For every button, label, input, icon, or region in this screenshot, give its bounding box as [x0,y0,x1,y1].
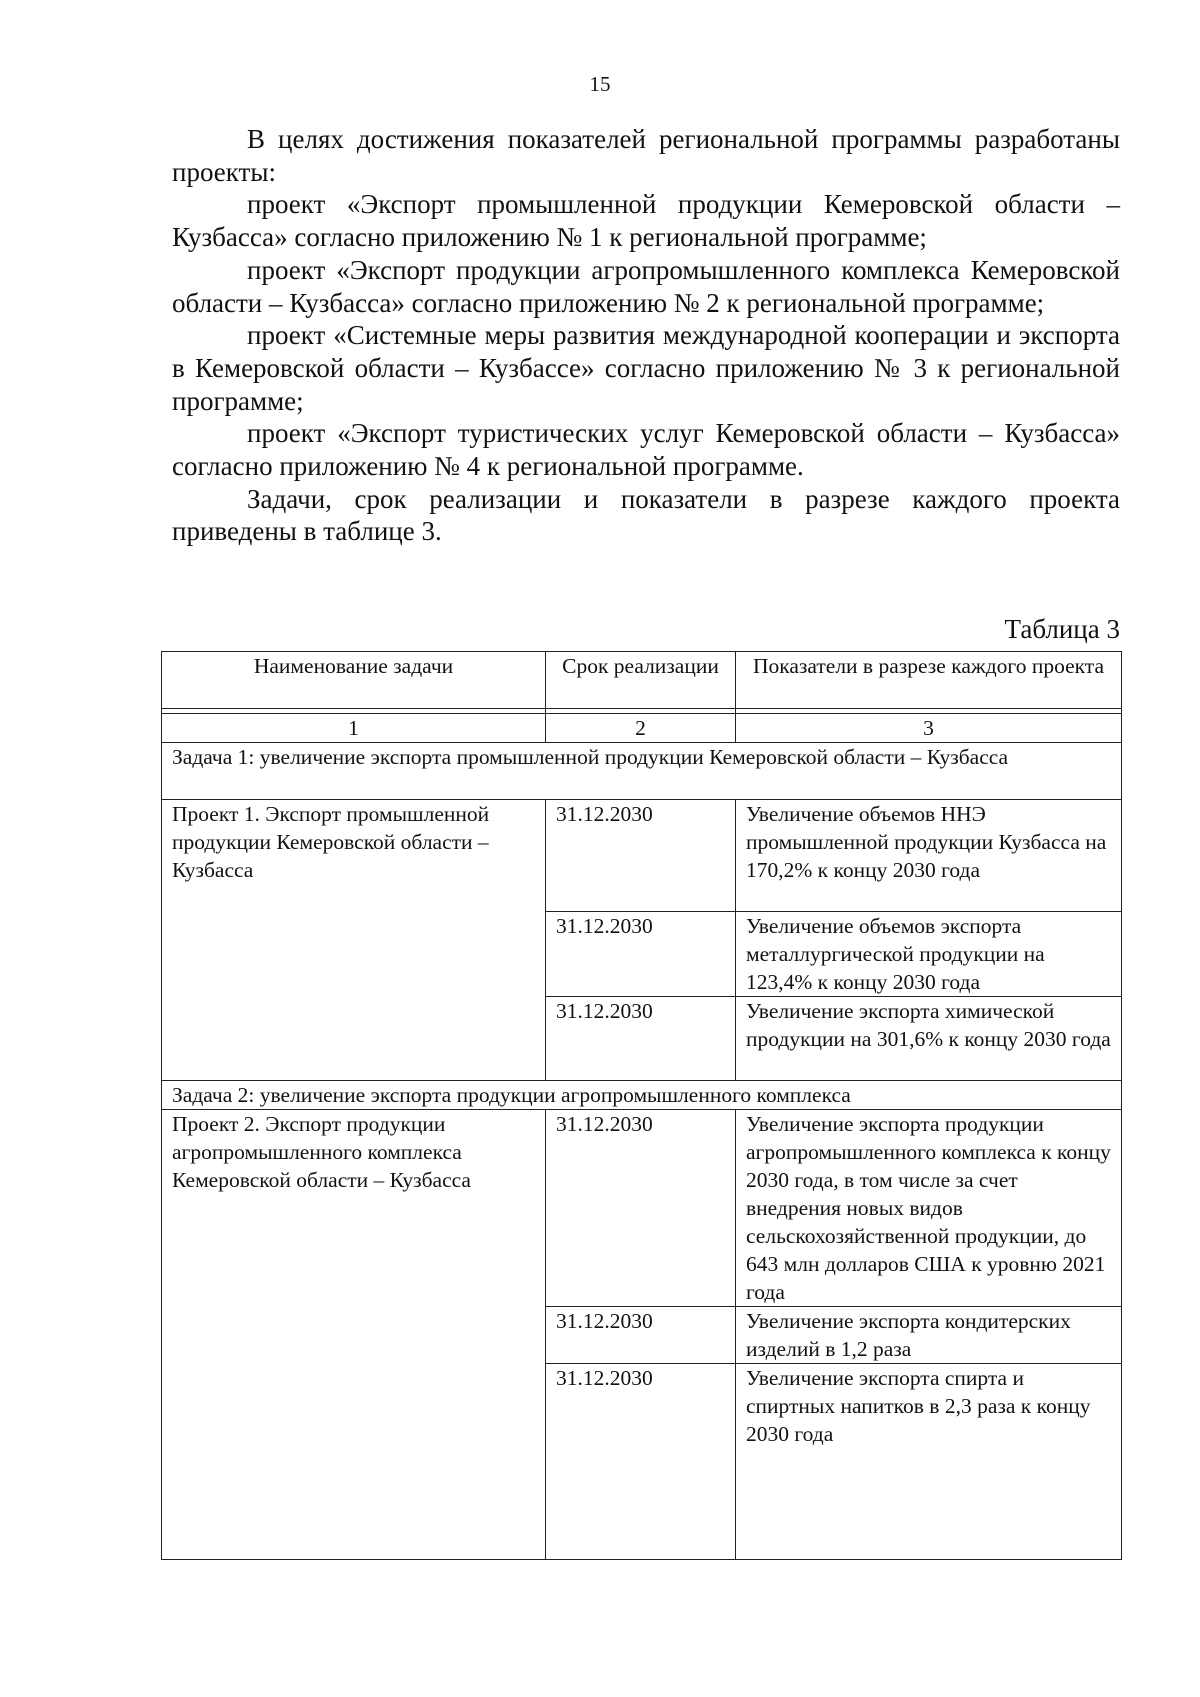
header-indicators: Показатели в разрезе каждого проекта [736,652,1122,709]
project-2-name: Проект 2. Экспорт продукции агропромышленного комплекса Кемеровской области – Кузбасса [162,1110,546,1560]
header-task-name: Наименование задачи [162,652,546,709]
deadline-cell: 31.12.2030 [546,997,736,1081]
indicator-cell: Увеличение экспорта химической продукции на 301,6% к концу 2030 года [736,997,1122,1081]
table-row [162,800,1122,912]
column-number-3: 3 [736,714,1122,743]
task-1-title: Задача 1: увеличение экспорта промышленной продукции Кемеровской области – Кузбасса [162,743,1122,800]
body-text [172,123,1120,548]
paragraph-project-4: проект «Экспорт туристических услуг Кемеровской области – Кузбасса» согласно приложению № 4 к региональной программе. [172,418,1120,482]
task-1-row [162,743,1122,800]
table-caption: Таблица 3 [1004,614,1120,644]
table-header-row [162,652,1122,709]
deadline-cell: 31.12.2030 [546,800,736,912]
indicator-cell: Увеличение объемов ННЭ промышленной продукции Кузбасса на 170,2% к концу 2030 года [736,800,1122,912]
tasks-table [161,651,1122,1560]
column-number-row [162,714,1122,743]
paragraph-project-2: проект «Экспорт продукции агропромышленного комплекса Кемеровской области – Кузбасса» согласно приложению № 2 к региональной программе; [172,254,1120,318]
column-number-1: 1 [162,714,546,743]
header-deadline: Срок реализации [546,652,736,709]
column-number-2: 2 [546,714,736,743]
table-row [162,1110,1122,1307]
paragraph-table-reference: Задачи, срок реализации и показатели в разрезе каждого проекта приведены в таблице 3. [172,483,1120,547]
page-number: 15 [589,72,611,96]
deadline-cell: 31.12.2030 [546,1307,736,1364]
deadline-cell: 31.12.2030 [546,1364,736,1560]
indicator-cell: Увеличение объемов экспорта металлургической продукции на 123,4% к концу 2030 года [736,912,1122,997]
project-1-name: Проект 1. Экспорт промышленной продукции Кемеровской области – Кузбасса [162,800,546,1081]
task-2-title: Задача 2: увеличение экспорта продукции агропромышленного комплекса [162,1081,1122,1110]
indicator-cell: Увеличение экспорта спирта и спиртных напитков в 2,3 раза к концу 2030 года [736,1364,1122,1560]
paragraph-project-1: проект «Экспорт промышленной продукции Кемеровской области – Кузбасса» согласно приложению № 1 к региональной программе; [172,189,1120,253]
paragraph-intro: В целях достижения показателей региональной программы разработаны проекты: [172,124,1120,187]
deadline-cell: 31.12.2030 [546,1110,736,1307]
task-2-row [162,1081,1122,1110]
deadline-cell: 31.12.2030 [546,912,736,997]
paragraph-project-3: проект «Системные меры развития международной кооперации и экспорта в Кемеровской области – Кузбассе» согласно приложению № 3 к региональной программе; [172,320,1120,416]
indicator-cell: Увеличение экспорта продукции агропромышленного комплекса к концу 2030 года, в том числе за счет внедрения новых видов сельскохозяйственной продукции, до 643 млн долларов США к уровню 2021 года [736,1110,1122,1307]
indicator-cell: Увеличение экспорта кондитерских изделий в 1,2 раза [736,1307,1122,1364]
